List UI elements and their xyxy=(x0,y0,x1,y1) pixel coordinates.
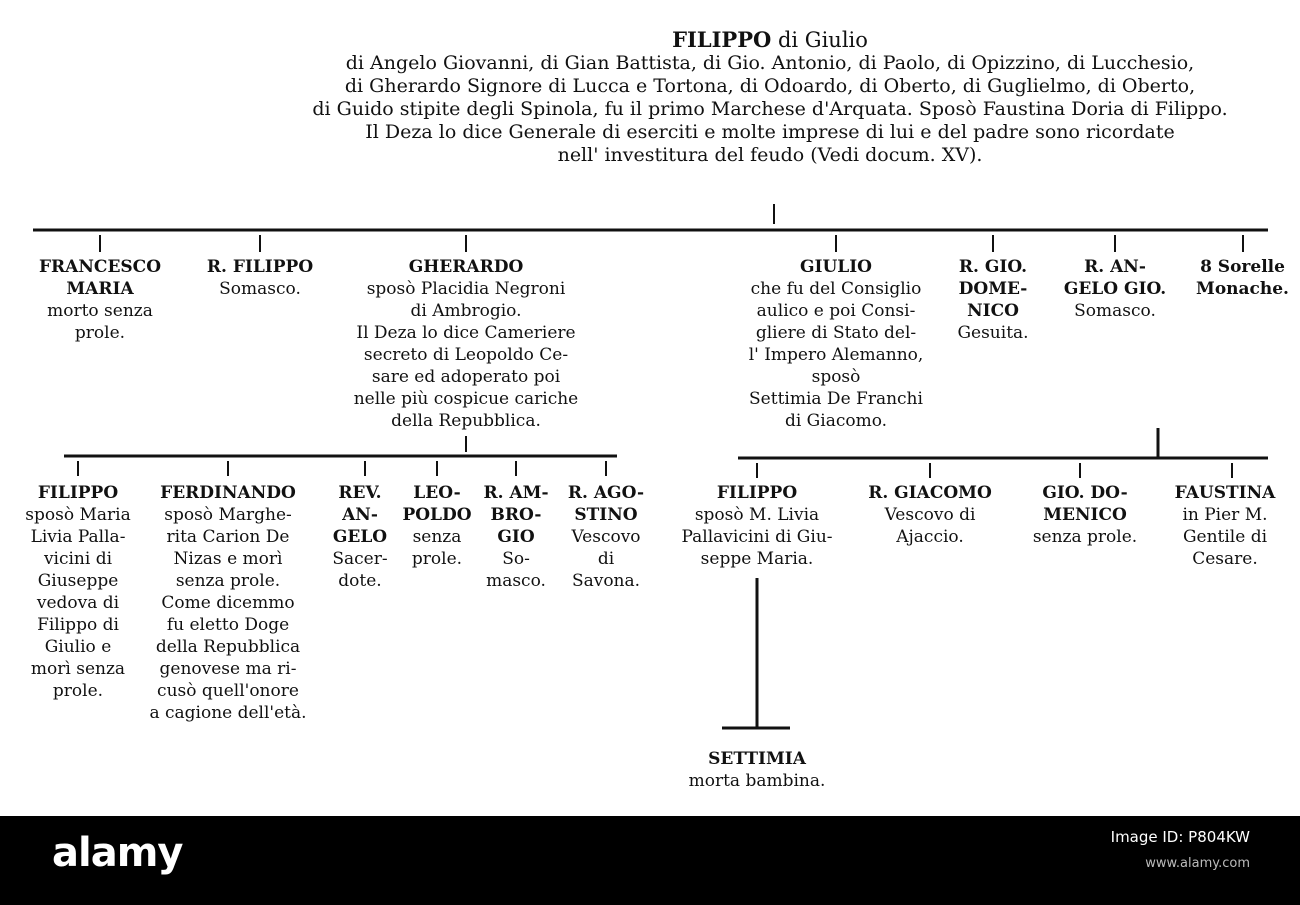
person-note-line: Giuseppe xyxy=(37,571,119,591)
person-note-line: MARIA xyxy=(66,279,134,299)
person-note-line: sposò Marghe- xyxy=(164,505,292,525)
person-name: FAUSTINA xyxy=(1174,483,1276,503)
person-note-line: masco. xyxy=(486,571,546,591)
person-note-line: Ajaccio. xyxy=(896,527,964,547)
person-r-filippo xyxy=(190,256,330,300)
person-name: R. GIO. xyxy=(958,257,1028,277)
person-note-line: aulico e poi Consi- xyxy=(756,301,916,321)
person-note-line: cusò quell'onore xyxy=(157,681,299,701)
person-settimia xyxy=(662,748,852,792)
person-name: R. GIACOMO xyxy=(868,483,992,503)
person-note-line: dote. xyxy=(338,571,382,591)
root-line: nell' investitura del feudo (Vedi docum. XV). xyxy=(557,144,983,166)
person-note-line: di Ambrogio. xyxy=(410,301,522,321)
person-note-line: NICO xyxy=(967,301,1019,321)
person-gherardo xyxy=(346,256,586,432)
person-note-line: che fu del Consiglio xyxy=(750,279,922,299)
person-note-line: GIO xyxy=(497,527,535,547)
person-note-line: morta bambina. xyxy=(688,771,826,791)
root-title xyxy=(240,28,1300,52)
person-note-line: senza xyxy=(412,527,462,547)
person-note-line: di Giacomo. xyxy=(784,411,888,431)
person-giulio xyxy=(726,256,946,432)
person-note-line: vedova di xyxy=(36,593,120,613)
person-filippo-giulio xyxy=(672,482,842,570)
person-note-line: DOME- xyxy=(958,279,1028,299)
person-r-ambrogio xyxy=(478,482,554,592)
person-name: FILIPPO xyxy=(37,483,119,503)
person-note-line: prole. xyxy=(74,323,126,343)
root-line: Il Deza lo dice Generale di eserciti e molte imprese di lui e del padre sono ricordate xyxy=(365,121,1175,143)
person-note-line: GELO GIO. xyxy=(1063,279,1167,299)
person-note-line: genovese ma ri- xyxy=(159,659,297,679)
person-note-line: Nizas e morì xyxy=(173,549,283,569)
person-name: R. AN- xyxy=(1084,257,1146,277)
person-name: R. AGO- xyxy=(567,483,645,503)
person-leopoldo xyxy=(400,482,474,570)
person-r-gio-domenico xyxy=(950,256,1036,344)
person-name: SETTIMIA xyxy=(708,749,806,769)
person-note-line: della Repubblica xyxy=(155,637,301,657)
person-note-line: sposò Placidia Negroni xyxy=(366,279,566,299)
person-note-line: Monache. xyxy=(1196,279,1289,299)
person-note-line: MENICO xyxy=(1043,505,1127,525)
person-note-line: Cesare. xyxy=(1192,549,1258,569)
person-name: FRANCESCO xyxy=(38,257,162,277)
person-r-agostino xyxy=(558,482,654,592)
person-filippo-gherardo xyxy=(20,482,136,702)
person-name: LEO- xyxy=(413,483,461,503)
person-r-angelo-gio xyxy=(1060,256,1170,322)
person-note-line: Pallavicini di Giu- xyxy=(681,527,833,547)
person-note-line: vicini di xyxy=(43,549,113,569)
person-name: GIO. DO- xyxy=(1042,483,1128,503)
person-note-line: Il Deza lo dice Cameriere xyxy=(356,323,576,343)
person-note-line: in Pier M. xyxy=(1182,505,1268,525)
person-name: R. AM- xyxy=(483,483,549,503)
person-name: REV. xyxy=(338,483,382,503)
person-note-line: seppe Maria. xyxy=(700,549,814,569)
site-url: www.alamy.com xyxy=(1145,856,1250,871)
root-line: di Angelo Giovanni, di Gian Battista, di Gio. Antonio, di Paolo, di Opizzino, di Lucchesio, xyxy=(345,52,1195,74)
person-note-line: Sacer- xyxy=(332,549,388,569)
person-francesco-maria xyxy=(30,256,170,344)
person-note-line: della Repubblica. xyxy=(391,411,541,431)
root-line: di Guido stipite degli Spinola, fu il primo Marchese d'Arquata. Sposò Faustina Doria di Filippo. xyxy=(312,98,1228,120)
person-note-line: a cagione dell'età. xyxy=(149,703,307,723)
root-entry xyxy=(240,28,1300,167)
person-note-line: di xyxy=(597,549,615,569)
person-ferdinando xyxy=(140,482,316,724)
person-note-line: l' Impero Alemanno, xyxy=(748,345,924,365)
person-note-line: sposò Maria xyxy=(25,505,131,525)
person-note-line: Somasco. xyxy=(1074,301,1156,321)
person-8-sorelle xyxy=(1190,256,1295,300)
person-note-line: senza prole. xyxy=(175,571,281,591)
person-note-line: sare ed adoperato poi xyxy=(371,367,561,387)
root-line: di Gherardo Signore di Lucca e Tortona, di Odoardo, di Oberto, di Guglielmo, di Oberto, xyxy=(344,75,1196,97)
person-note-line: sposò M. Livia xyxy=(694,505,820,525)
person-note-line: So- xyxy=(502,549,530,569)
person-note-line: Giulio e xyxy=(44,637,112,657)
person-note-line: prole. xyxy=(52,681,104,701)
person-note-line: Come dicemmo xyxy=(161,593,295,613)
person-note-line: Filippo di xyxy=(37,615,119,635)
alamy-logo: alamy xyxy=(52,830,183,876)
person-note-line: AN- xyxy=(342,505,378,525)
person-note-line: Somasco. xyxy=(219,279,301,299)
root-name: FILIPPO xyxy=(672,27,772,52)
person-note-line: fu eletto Doge xyxy=(166,615,290,635)
person-name: FERDINANDO xyxy=(160,483,296,503)
person-note-line: morì senza xyxy=(30,659,126,679)
person-note-line: morto senza xyxy=(47,301,153,321)
person-note-line: secreto di Leopoldo Ce- xyxy=(363,345,569,365)
person-note-line: Gesuita. xyxy=(957,323,1029,343)
person-note-line: BRO- xyxy=(490,505,542,525)
person-faustina xyxy=(1160,482,1290,570)
person-note-line: Livia Palla- xyxy=(30,527,126,547)
person-name: FILIPPO xyxy=(716,483,798,503)
person-note-line: prole. xyxy=(411,549,463,569)
person-name: R. FILIPPO xyxy=(206,257,314,277)
person-r-giacomo xyxy=(855,482,1005,548)
person-note-line: senza prole. xyxy=(1032,527,1138,547)
footer-bar xyxy=(0,816,1300,905)
person-note-line: Vescovo xyxy=(571,527,641,547)
person-name: GHERARDO xyxy=(408,257,524,277)
person-note-line: nelle più cospicue cariche xyxy=(353,389,579,409)
person-gio-domenico xyxy=(1020,482,1150,548)
person-note-line: POLDO xyxy=(402,505,472,525)
person-note-line: Gentile di xyxy=(1182,527,1268,547)
image-id-label: Image ID: P804KW xyxy=(1110,828,1250,846)
person-note-line: sposò xyxy=(811,367,861,387)
root-title-rest: di Giulio xyxy=(771,28,868,52)
person-note-line: Vescovo di xyxy=(884,505,976,525)
person-note-line: rita Carion De xyxy=(166,527,290,547)
person-note-line: GELO xyxy=(332,527,388,547)
person-rev-angelo xyxy=(322,482,398,592)
person-note-line: Settimia De Franchi xyxy=(749,389,923,409)
person-note-line: gliere di Stato del- xyxy=(755,323,917,343)
person-name: 8 Sorelle xyxy=(1200,257,1285,277)
person-name: GIULIO xyxy=(799,257,872,277)
person-note-line: Savona. xyxy=(571,571,641,591)
person-note-line: STINO xyxy=(574,505,638,525)
